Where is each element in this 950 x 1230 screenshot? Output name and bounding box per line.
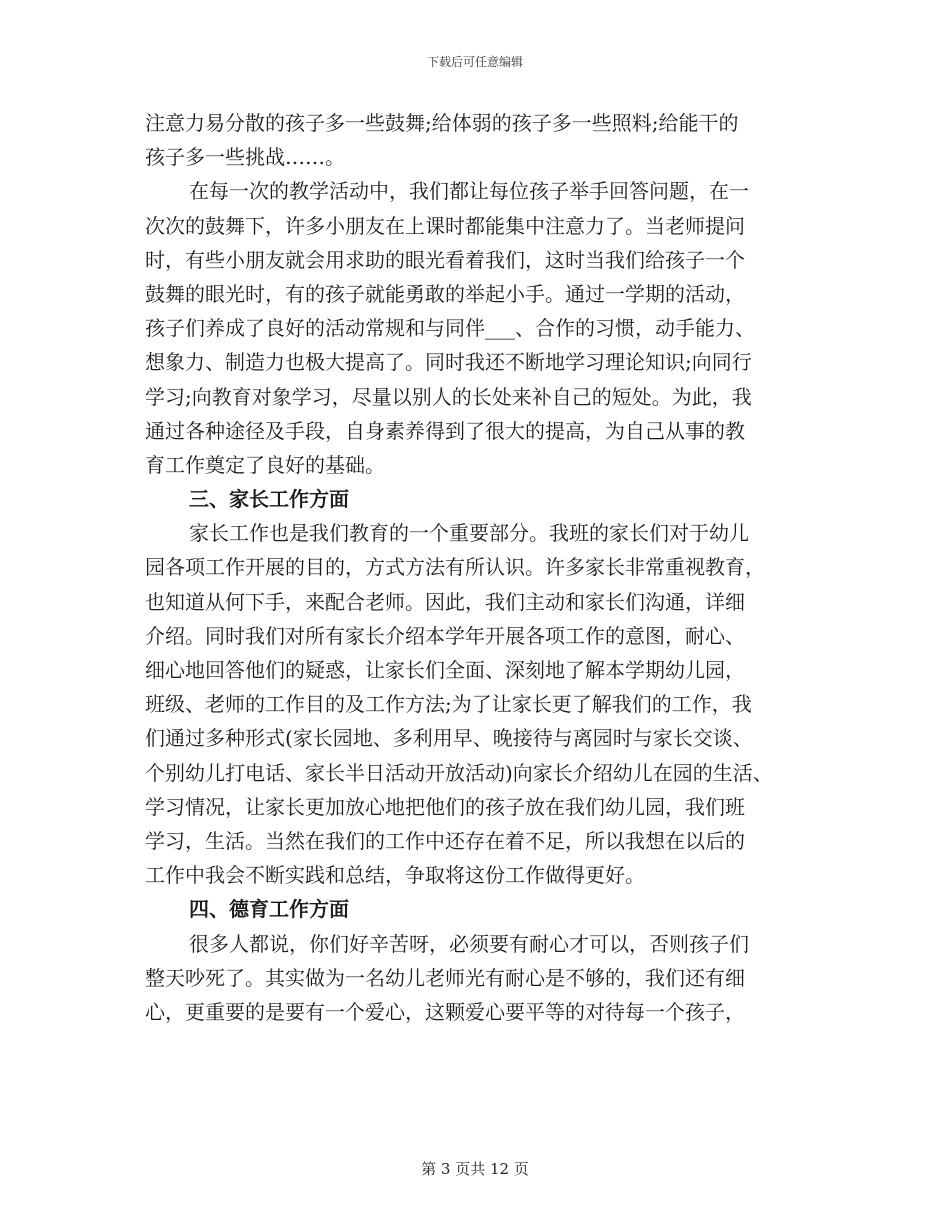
paragraph-start-line: 在每一次的教学活动中，我们都让每位孩子举手回答问题，在一 — [189, 179, 749, 204]
body-line: 时，有些小朋友就会用求助的眼光看着我们，这时当我们给孩子一个 — [145, 247, 745, 272]
body-line: 园各项工作开展的目的，方式方法有所认识。许多家长非常重视教育， — [145, 555, 765, 580]
body-line: 介绍。同时我们对所有家长介绍本学年开展各项工作的意图，耐心、 — [145, 623, 745, 648]
body-line: 注意力易分散的孩子多一些鼓舞;给体弱的孩子多一些照料;给能干的 — [145, 111, 739, 135]
section-heading: 三、家长工作方面 — [189, 487, 349, 512]
body-line: 学习;向教育对象学习，尽量以别人的长处来补自己的短处。为此，我 — [145, 384, 752, 409]
document-body — [145, 106, 825, 1029]
body-line: 班级、老师的工作目的及工作方法;为了让家长更了解我们的工作，我 — [145, 692, 752, 717]
body-line: 工作中我会不断实践和总结，争取将这份工作做得更好。 — [145, 863, 645, 888]
page-footer: 第 3 页共 12 页 — [421, 1160, 529, 1178]
body-line: 育工作奠定了良好的基础。 — [145, 452, 385, 477]
page-header: 下载后可任意编辑 — [426, 55, 523, 69]
body-line: 孩子们养成了良好的活动常规和与同伴___、合作的习惯，动手能力、 — [145, 316, 755, 341]
body-line: 鼓舞的眼光时，有的孩子就能勇敢的举起小手。通过一学期的活动， — [145, 281, 745, 306]
body-line: 学习，生活。当然在我们的工作中还存在着不足，所以我想在以后的 — [145, 828, 745, 853]
body-line: 们通过多种形式(家长园地、多利用早、晚接待与离园时与家长交谈、 — [145, 726, 753, 751]
body-line: 个别幼儿打电话、家长半日活动开放活动)向家长介绍幼儿在园的生活、 — [145, 760, 773, 785]
section-heading: 四、德育工作方面 — [189, 897, 349, 922]
paragraph-start-line: 很多人都说，你们好辛苦呀，必须要有耐心才可以，否则孩子们 — [189, 931, 749, 956]
body-line: 整天吵死了。其实做为一名幼儿老师光有耐心是不够的，我们还有细 — [145, 965, 745, 990]
body-line: 细心地回答他们的疑惑，让家长们全面、深刻地了解本学期幼儿园， — [145, 658, 745, 682]
body-line: 想象力、制造力也极大提高了。同时我还不断地学习理论知识;向同行 — [145, 350, 752, 375]
body-line: 孩子多一些挑战……。 — [145, 145, 345, 170]
body-line: 次次的鼓舞下，许多小朋友在上课时都能集中注意力了。当老师提问 — [145, 213, 745, 238]
body-line: 也知道从何下手，来配合老师。因此，我们主动和家长们沟通，详细 — [145, 589, 745, 614]
paragraph-start-line: 家长工作也是我们教育的一个重要部分。我班的家长们对于幼儿 — [189, 521, 749, 546]
body-line: 心，更重要的是要有一个爱心，这颗爱心要平等的对待每一个孩子， — [145, 999, 745, 1024]
body-line: 通过各种途径及手段，自身素养得到了很大的提高，为自己从事的教 — [145, 418, 745, 443]
body-line: 学习情况，让家长更加放心地把他们的孩子放在我们幼儿园，我们班 — [145, 794, 745, 819]
